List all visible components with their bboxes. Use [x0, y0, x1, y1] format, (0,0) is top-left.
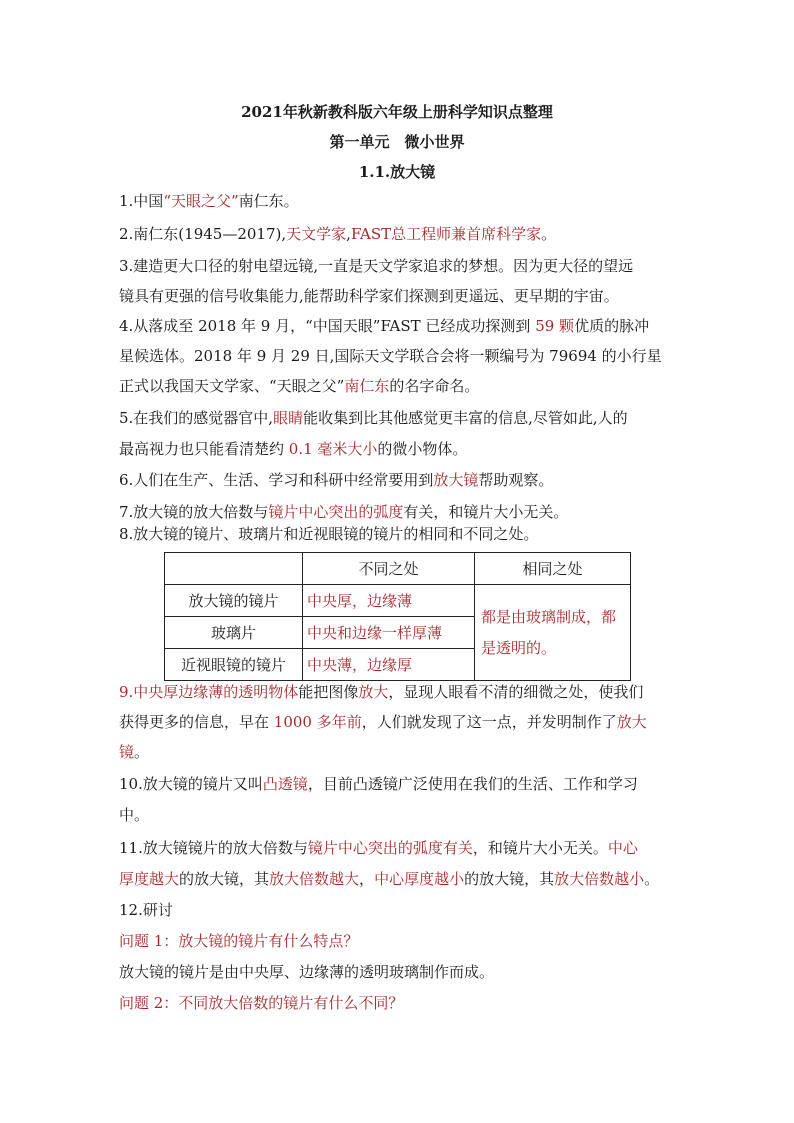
item-5-line-1: 5.在我们的感觉器官中,眼睛能收集到比其他感觉更丰富的信息,尽管如此,人的 [119, 409, 628, 427]
table-row-diff: 中央和边缘一样厚薄 [303, 617, 475, 649]
unit-title: 第一单元 微小世界 [329, 133, 465, 151]
table-same-cell: 都是由玻璃制成，都是透明的。 [475, 585, 631, 681]
item-11-line-2: 厚度越大的放大镜，其放大倍数越大，中心厚度越小的放大镜，其放大倍数越小。 [119, 870, 660, 888]
item-1: 1.中国“天眼之父”南仁东。 [119, 192, 299, 210]
question-1: 问题 1：放大镜的镜片有什么特点？ [119, 932, 359, 950]
table-header-row [165, 553, 631, 585]
document-title: 2021年秋新教科版六年级上册科学知识点整理 [241, 103, 553, 121]
item-2: 2.南仁东(1945—2017),天文学家,FAST总工程师兼首席科学家。 [119, 225, 557, 243]
item-9-line-2: 获得更多的信息，早在 1000 多年前，人们就发现了这一点，并发明制作了放大 [119, 713, 647, 731]
table-row-name: 近视眼镜的镜片 [165, 649, 303, 681]
table-row-name: 玻璃片 [165, 617, 303, 649]
table-header-diff: 不同之处 [303, 553, 475, 585]
item-10-line-1: 10.放大镜的镜片又叫凸透镜，目前凸透镜广泛使用在我们的生活、工作和学习 [119, 775, 638, 793]
answer-1: 放大镜的镜片是由中央厚、边缘薄的透明玻璃制作而成。 [119, 963, 495, 981]
item-4-line-3: 正式以我国天文学家、“天眼之父”南仁东的名字命名。 [119, 377, 480, 395]
lesson-title: 1.1.放大镜 [358, 163, 436, 181]
table-header-same: 相同之处 [475, 553, 631, 585]
item-10-line-2: 中。 [119, 806, 150, 824]
comparison-table [164, 552, 631, 681]
table-header-blank [165, 553, 303, 585]
item-11-line-1: 11.放大镜镜片的放大倍数与镜片中心突出的弧度有关，和镜片大小无关。中心 [119, 839, 638, 857]
item-9-line-1: 9.中央厚边缘薄的透明物体能把图像放大，显现人眼看不清的细微之处，使我们 [119, 683, 644, 701]
item-4-line-2: 星候选体。2018 年 9 月 29 日,国际天文学联合会将一颗编号为 79694 的小行星 [119, 347, 662, 365]
item-5-line-2: 最高视力也只能看清楚约 0.1 毫米大小的微小物体。 [119, 440, 468, 458]
item-6: 6.人们在生产、生活、学习和科研中经常要用到放大镜帮助观察。 [119, 471, 554, 489]
item-4-line-1: 4.从落成至 2018 年 9 月，“中国天眼”FAST 已经成功探测到 59 颗优质的脉冲 [119, 317, 650, 335]
item-12: 12.研讨 [119, 901, 173, 919]
table-row-diff: 中央厚，边缘薄 [303, 585, 475, 617]
table-row-name: 放大镜的镜片 [165, 585, 303, 617]
question-2: 问题 2：不同放大倍数的镜片有什么不同？ [119, 994, 404, 1012]
item-9-line-3: 镜。 [119, 743, 150, 761]
item-7: 7.放大镜的放大倍数与镜片中心突出的弧度有关，和镜片大小无关。 [119, 503, 569, 521]
item-3-line-1: 3.建造更大口径的射电望远镜,一直是天文学家追求的梦想。因为更大径的望远 [119, 257, 634, 275]
item-3-line-2: 镜具有更强的信号收集能力,能帮助科学家们探测到更遥远、更早期的宇宙。 [119, 287, 619, 305]
table-row-diff: 中央薄，边缘厚 [303, 649, 475, 681]
item-8: 8.放大镜的镜片、玻璃片和近视眼镜的镜片的相同和不同之处。 [119, 525, 539, 543]
table-row [165, 585, 631, 617]
